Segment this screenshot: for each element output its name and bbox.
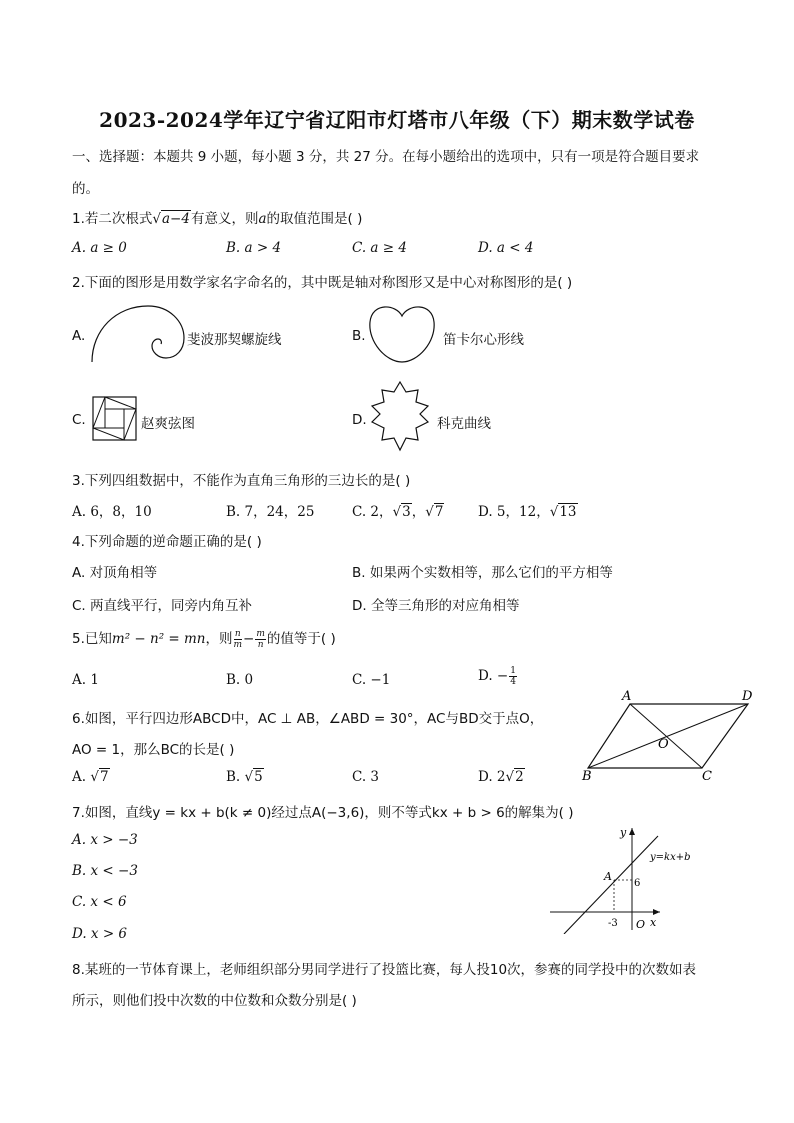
q2-option-d-letter[interactable]: D. [352, 412, 367, 428]
q5-option-d[interactable]: D. − $\frac{1}{4}$ [478, 666, 516, 687]
q4-option-c[interactable]: C. 两直线平行，同旁内角互补 [72, 598, 253, 614]
q5-option-a[interactable]: A. 1 [72, 672, 99, 688]
koch-snowflake-icon [366, 380, 434, 456]
q6-label-a: A [622, 689, 632, 704]
q7-option-d[interactable]: D. x > 6 [72, 926, 128, 942]
q7-y-tick-label: 6 [634, 878, 641, 889]
q1-stem: 1.若二次根式√a−4有意义，则a的取值范围是( ) [72, 211, 363, 227]
q7-y-axis-label: y [620, 826, 627, 839]
q2-option-a-label: 斐波那契螺旋线 [187, 332, 282, 348]
q6-parallelogram-figure [578, 686, 758, 782]
cardioid-icon [366, 300, 438, 366]
q4-option-a[interactable]: A. 对顶角相等 [72, 565, 158, 581]
q5-stem: 5.已知m² − n² = mn，则 $\frac{n}{m}$ − $\frac{m}{n}$ 的值等于( ) [72, 628, 336, 650]
fibonacci-spiral-icon [86, 300, 186, 368]
q6-option-b[interactable]: B. √5 [226, 769, 263, 785]
q6-label-o: O [658, 737, 669, 752]
q1-option-a[interactable]: A. a ≥ 0 [72, 240, 127, 256]
q8-stem-line1: 8.某班的一节体育课上，老师组织部分男同学进行了投篮比赛，每人投10次，参赛的同学投中的次数如表 [72, 962, 697, 978]
q7-linear-graph-figure [546, 822, 706, 934]
q2-option-d-label: 科克曲线 [437, 416, 491, 432]
q5-option-c[interactable]: C. −1 [352, 672, 391, 688]
q7-option-a[interactable]: A. x > −3 [72, 832, 138, 848]
q3-option-d[interactable]: D. 5，12，√13 [478, 504, 577, 520]
section-instructions-line1: 一、选择题：本题共 9 小题，每小题 3 分，共 27 分。在每小题给出的选项中，只有一项是符合题目要求 [72, 149, 700, 165]
q2-option-b-label: 笛卡尔心形线 [443, 332, 524, 348]
q7-origin-label: O [636, 918, 646, 931]
q6-option-a[interactable]: A. √7 [72, 769, 109, 785]
q4-option-b[interactable]: B. 如果两个实数相等，那么它们的平方相等 [352, 565, 613, 581]
q5-option-b[interactable]: B. 0 [226, 672, 254, 688]
q6-option-d[interactable]: D. 2√2 [478, 769, 524, 785]
q1-option-b[interactable]: B. a > 4 [226, 240, 282, 256]
q6-stem-line2: AO = 1，那么BC的长是( ) [72, 742, 235, 758]
q2-option-c-letter[interactable]: C. [72, 412, 86, 428]
q7-stem: 7.如图，直线y = kx + b(k ≠ 0)经过点A(−3,6)，则不等式kx + b > 6的解集为( ) [72, 805, 574, 821]
q7-x-axis-label: x [650, 916, 657, 929]
q4-stem: 4.下列命题的逆命题正确的是( ) [72, 534, 262, 550]
q2-stem: 2.下面的图形是用数学家名字命名的，其中既是轴对称图形又是中心对称图形的是( ) [72, 275, 573, 291]
q7-line-label: y=kx+b [650, 852, 691, 863]
q3-option-b[interactable]: B. 7，24，25 [226, 504, 315, 520]
q2-option-a-letter[interactable]: A. [72, 328, 86, 344]
zhao-shuang-diagram-icon [92, 396, 138, 442]
q7-point-label: A [604, 870, 612, 883]
q6-option-c[interactable]: C. 3 [352, 769, 380, 785]
q1-option-c[interactable]: C. a ≥ 4 [352, 240, 407, 256]
q7-option-c[interactable]: C. x < 6 [72, 894, 127, 910]
section-instructions-line2: 的。 [72, 181, 99, 197]
q3-option-a[interactable]: A. 6，8，10 [72, 504, 152, 520]
q8-stem-line2: 所示，则他们投中次数的中位数和众数分别是( ) [72, 993, 357, 1009]
q7-option-b[interactable]: B. x < −3 [72, 863, 138, 879]
q6-label-b: B [582, 769, 592, 782]
q2-option-b-letter[interactable]: B. [352, 328, 366, 344]
q7-x-tick-label: -3 [608, 918, 618, 929]
q6-label-c: C [702, 769, 712, 782]
q2-option-c-label: 赵爽弦图 [141, 416, 195, 432]
page-title: 2023-2024学年辽宁省辽阳市灯塔市八年级（下）期末数学试卷 [99, 108, 695, 132]
q3-option-c[interactable]: C. 2，√3，√7 [352, 504, 444, 520]
q3-stem: 3.下列四组数据中，不能作为直角三角形的三边长的是( ) [72, 473, 411, 489]
q1-option-d[interactable]: D. a < 4 [478, 240, 534, 256]
q4-option-d[interactable]: D. 全等三角形的对应角相等 [352, 598, 520, 614]
q6-label-d: D [742, 689, 753, 704]
q6-stem-line1: 6.如图，平行四边形ABCD中，AC ⊥ AB，∠ABD = 30°，AC与BD交于点O， [72, 711, 544, 727]
